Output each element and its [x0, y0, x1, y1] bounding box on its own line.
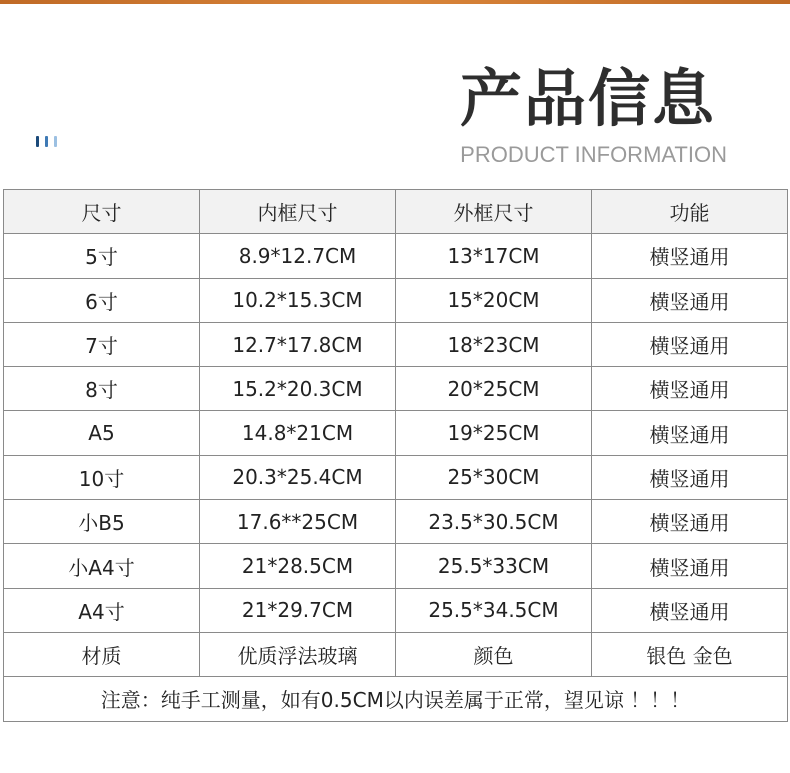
page-subtitle: PRODUCT INFORMATION	[460, 142, 727, 167]
function-cell: 横竖通用	[592, 411, 788, 455]
table-row	[4, 367, 788, 411]
table-row	[4, 278, 788, 322]
inner-frame-cell: 21*29.7CM	[200, 588, 396, 632]
bars-icon	[36, 136, 62, 148]
outer-frame-cell: 25.5*33CM	[396, 544, 592, 588]
function-cell: 横竖通用	[592, 544, 788, 588]
size-cell: 10寸	[4, 455, 200, 499]
inner-frame-cell: 8.9*12.7CM	[200, 234, 396, 278]
outer-frame-cell: 23.5*30.5CM	[396, 500, 592, 544]
table-row	[4, 234, 788, 278]
measurement-note: 注意：纯手工测量，如有0.5CM以内误差属于正常，望见谅 ！！！	[4, 677, 788, 721]
material-value: 优质浮法玻璃	[200, 632, 396, 676]
column-header: 内框尺寸	[200, 190, 396, 234]
size-cell: 小A4寸	[4, 544, 200, 588]
inner-frame-cell: 20.3*25.4CM	[200, 455, 396, 499]
size-cell: A4寸	[4, 588, 200, 632]
function-cell: 横竖通用	[592, 500, 788, 544]
top-accent-bar	[0, 0, 790, 4]
table-row	[4, 322, 788, 366]
table-header-row	[4, 190, 788, 234]
function-cell: 横竖通用	[592, 234, 788, 278]
size-cell: A5	[4, 411, 200, 455]
outer-frame-cell: 19*25CM	[396, 411, 592, 455]
outer-frame-cell: 15*20CM	[396, 278, 592, 322]
table-row	[4, 588, 788, 632]
inner-frame-cell: 21*28.5CM	[200, 544, 396, 588]
inner-frame-cell: 10.2*15.3CM	[200, 278, 396, 322]
column-header: 功能	[592, 190, 788, 234]
outer-frame-cell: 18*23CM	[396, 322, 592, 366]
size-cell: 8寸	[4, 367, 200, 411]
table-row	[4, 455, 788, 499]
outer-frame-cell: 25.5*34.5CM	[396, 588, 592, 632]
function-cell: 横竖通用	[592, 588, 788, 632]
size-cell: 小B5	[4, 500, 200, 544]
inner-frame-cell: 15.2*20.3CM	[200, 367, 396, 411]
column-header: 尺寸	[4, 190, 200, 234]
product-spec-table	[3, 189, 788, 722]
table-row	[4, 500, 788, 544]
size-cell: 7寸	[4, 322, 200, 366]
material-color-row	[4, 632, 788, 676]
inner-frame-cell: 14.8*21CM	[200, 411, 396, 455]
size-cell: 5寸	[4, 234, 200, 278]
color-label: 颜色	[396, 632, 592, 676]
size-cell: 6寸	[4, 278, 200, 322]
function-cell: 横竖通用	[592, 278, 788, 322]
table-row	[4, 411, 788, 455]
function-cell: 横竖通用	[592, 367, 788, 411]
inner-frame-cell: 17.6**25CM	[200, 500, 396, 544]
function-cell: 横竖通用	[592, 455, 788, 499]
material-label: 材质	[4, 632, 200, 676]
inner-frame-cell: 12.7*17.8CM	[200, 322, 396, 366]
color-value: 银色 金色	[592, 632, 788, 676]
note-row	[4, 677, 788, 721]
outer-frame-cell: 20*25CM	[396, 367, 592, 411]
function-cell: 横竖通用	[592, 322, 788, 366]
outer-frame-cell: 25*30CM	[396, 455, 592, 499]
table-row	[4, 544, 788, 588]
page-title: 产品信息	[459, 62, 716, 135]
outer-frame-cell: 13*17CM	[396, 234, 592, 278]
column-header: 外框尺寸	[396, 190, 592, 234]
